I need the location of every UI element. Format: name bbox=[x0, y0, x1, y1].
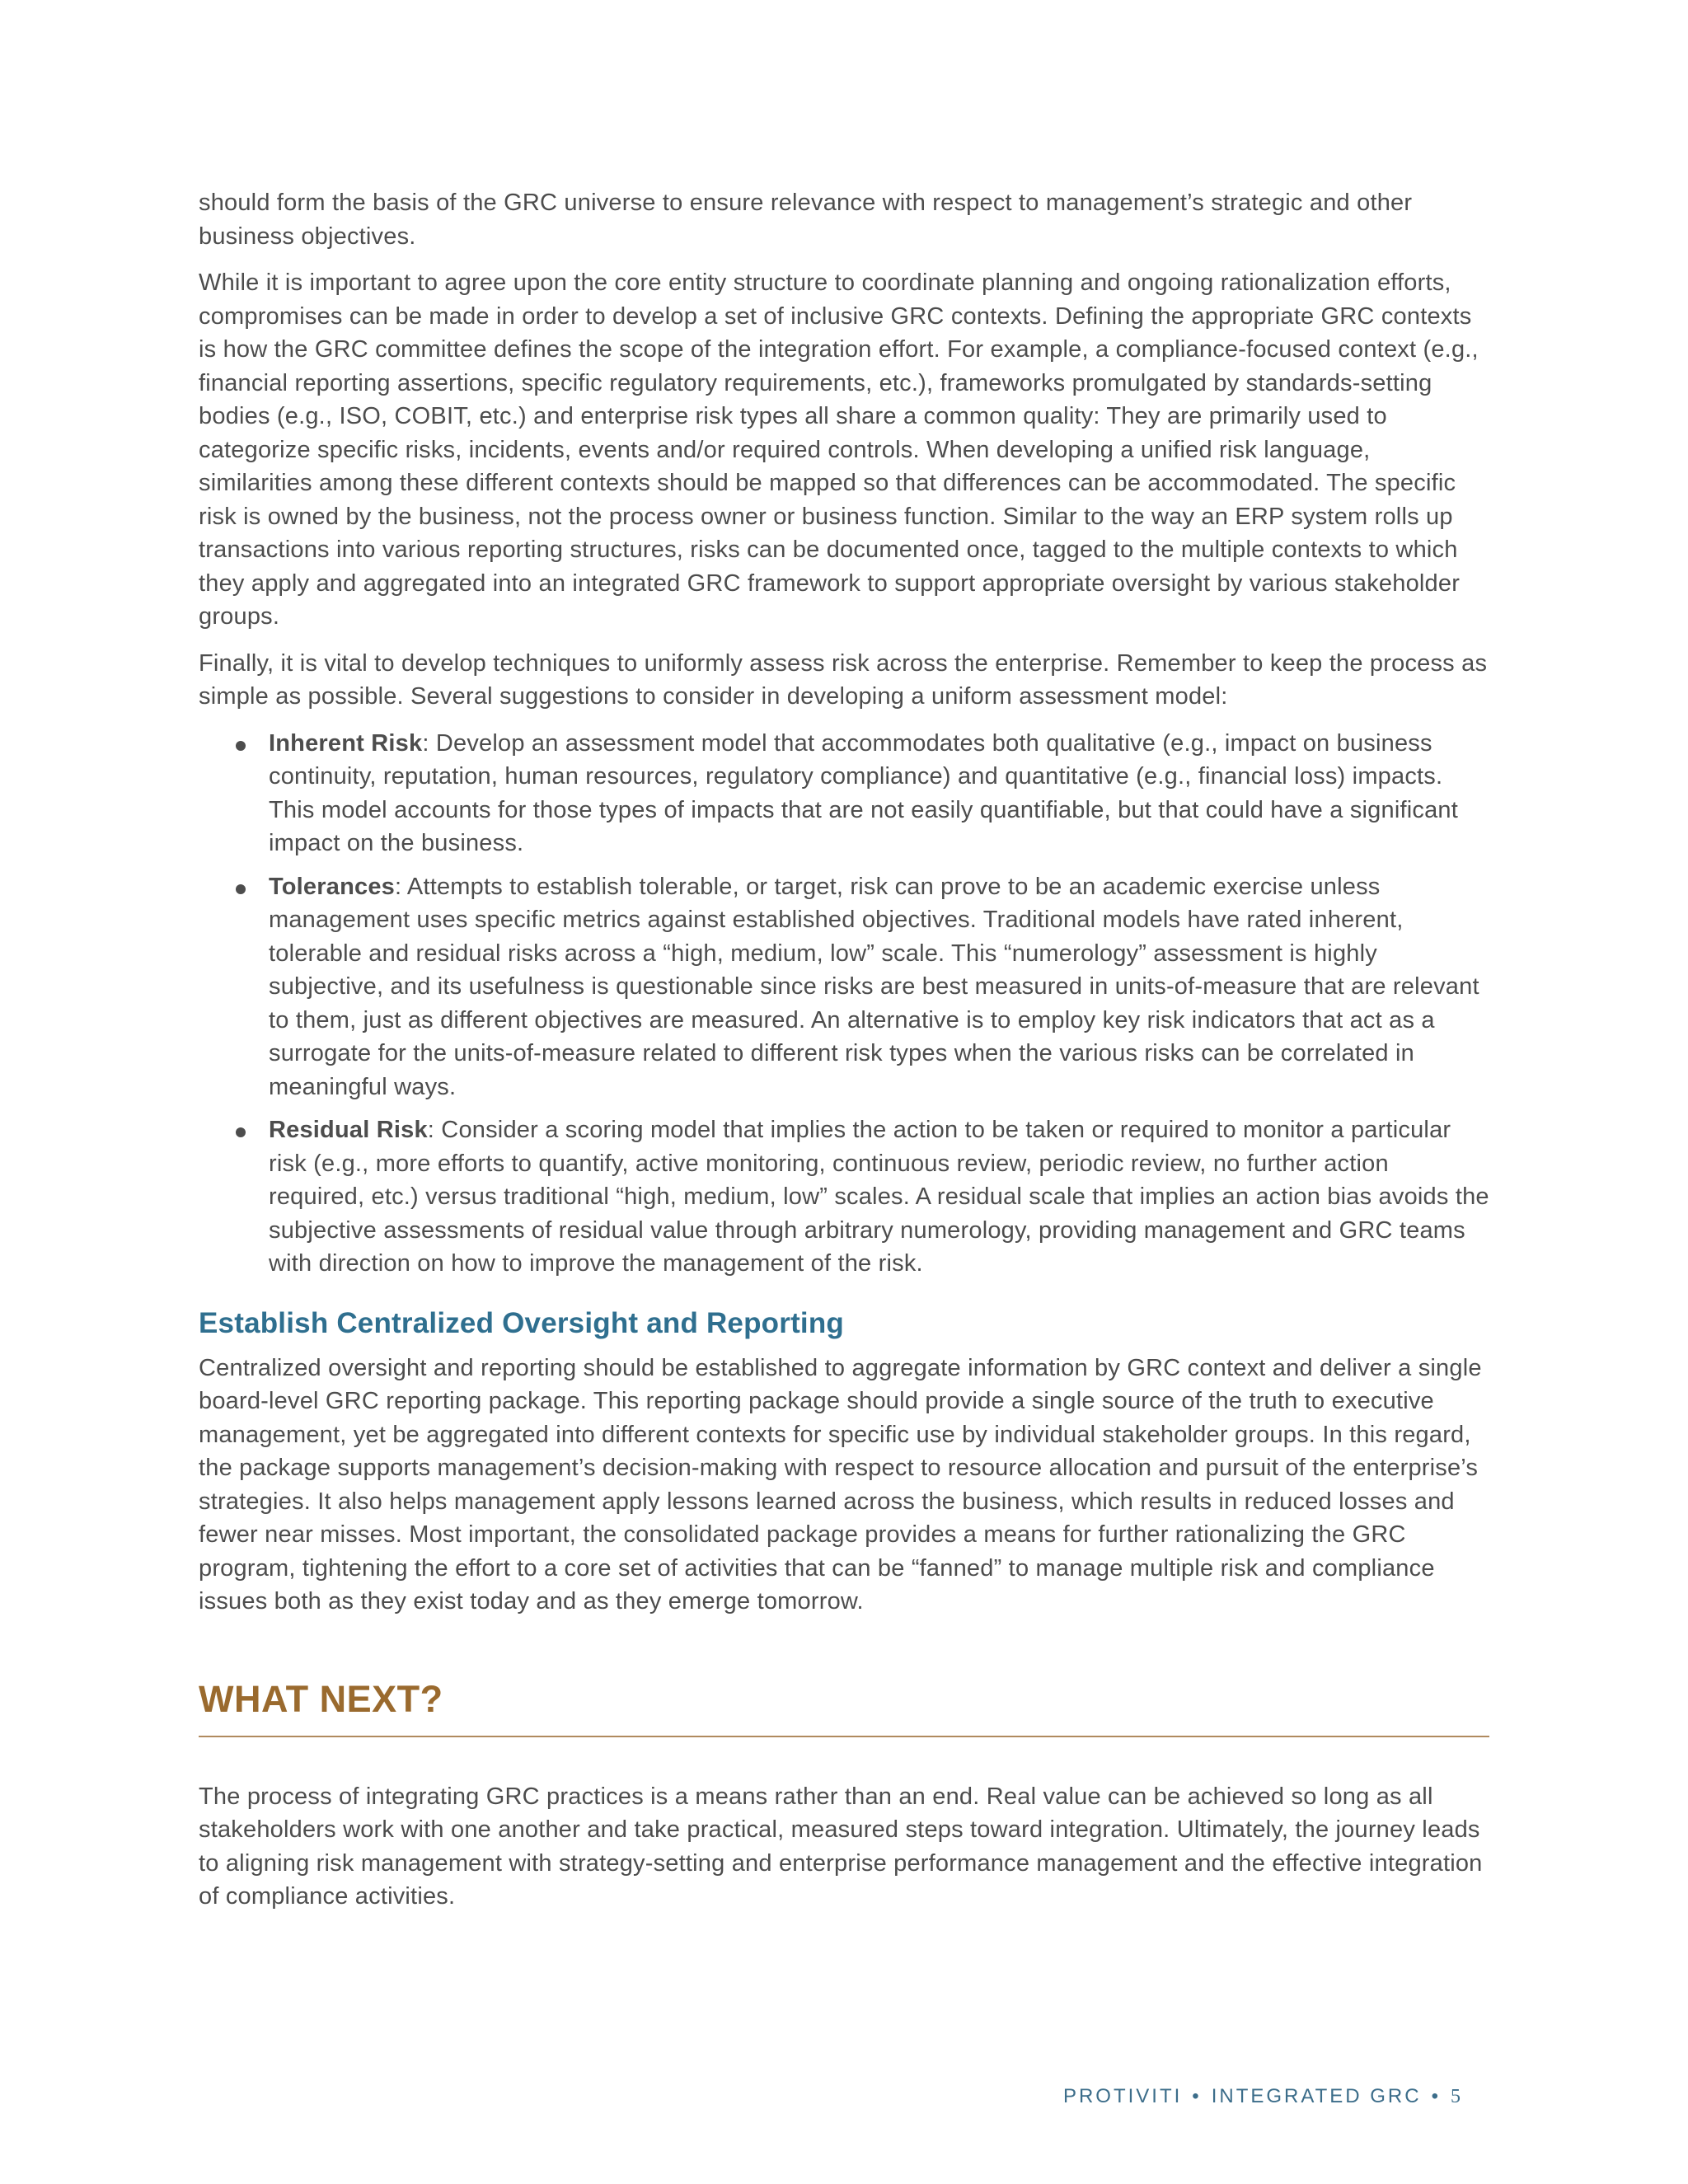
what-next-paragraph: The process of integrating GRC practices is a means rather than an end. Real value can be achieved so long as all stakeholders work with one another and take practical, measured steps toward integration. Ultimately, the journey leads to aligning risk management with strategy-setting and enterprise performance management and the effective integration of compliance activities. bbox=[199, 1783, 1483, 1910]
body-paragraph-intro: should form the basis of the GRC universe to ensure relevance with respect to management’s strategic and other business objectives. bbox=[199, 190, 1413, 250]
page-content bbox=[199, 186, 1489, 1927]
footer-separator: • bbox=[1431, 2085, 1441, 2107]
bullet-text: : Develop an assessment model that accommodates both qualitative (e.g., impact on business continuity, reputation, human resources, regulatory compliance) and quantitative (e.g., financial loss) impacts. This model accounts for those types of impacts that are not easily quantifiable, but that could have a significant impact on the business. bbox=[269, 729, 1458, 856]
assessment-bullet-list bbox=[199, 727, 1489, 1281]
bullet-term: Tolerances bbox=[269, 873, 395, 900]
bullet-inherent-risk bbox=[199, 727, 1489, 860]
page-footer bbox=[1063, 2085, 1461, 2108]
section-divider bbox=[199, 1736, 1489, 1737]
bullet-term: Inherent Risk bbox=[269, 729, 423, 757]
bullet-text: : Attempts to establish tolerable, or target, risk can prove to be an academic exercise unless management uses specific metrics against established objectives. Traditional models have rated inherent, tolerable and residual risks across a “high, medium, low” scale. This “numerology” assessment is highly subjective, and its usefulness is questionable since risks are best measured in units-of-measure that are relevant to them, just as different objectives are measured. An alternative is to employ key risk indicators that act as a surrogate for the units-of-measure related to different risk types when the various risks can be correlated in meaningful ways. bbox=[269, 873, 1479, 1100]
page-number: 5 bbox=[1451, 2086, 1461, 2107]
bullet-residual-risk bbox=[199, 1113, 1489, 1281]
body-paragraph-assessment: Finally, it is vital to develop techniques to uniformly assess risk across the enterprise. Remember to keep the process as simple as possible. Several suggestions to consider in developing a uniform assessment model: bbox=[199, 649, 1488, 710]
footer-title: INTEGRATED GRC bbox=[1211, 2085, 1422, 2107]
bullet-dot-icon bbox=[236, 1127, 246, 1137]
bullet-tolerances bbox=[199, 870, 1489, 1104]
oversight-subheading: Establish Centralized Oversight and Reporting bbox=[199, 1306, 845, 1339]
oversight-paragraph: Centralized oversight and reporting should be established to aggregate information by GRC context and deliver a single board-level GRC reporting package. This reporting package should provide a single source of the truth to executive management, yet be aggregated into different contexts for specific use by individual stakeholder groups. In this regard, the package supports management’s decision-making with respect to resource allocation and pursuit of the enterprise’s strategies. It also helps management apply lessons learned across the business, which results in reduced losses and fewer near misses. Most important, the consolidated package provides a means for further rationalizing the GRC program, tightening the effort to a core set of activities that can be “fanned” to manage multiple risk and compliance issues both as they exist today and as they emerge tomorrow. bbox=[199, 1354, 1482, 1615]
bullet-term: Residual Risk bbox=[269, 1117, 428, 1143]
bullet-dot-icon bbox=[236, 884, 246, 894]
what-next-heading: WHAT NEXT? bbox=[199, 1677, 443, 1720]
bullet-dot-icon bbox=[236, 741, 246, 751]
footer-brand: PROTIVITI bbox=[1062, 2085, 1183, 2107]
body-paragraph-contexts: While it is important to agree upon the core entity structure to coordinate planning and ongoing rationalization efforts, compromises can be made in order to develop a set of inclusive GRC contexts. Defining the appropriate GRC contexts is how the GRC committee defines the scope of the integration effort. For example, a compliance-focused context (e.g., financial reporting assertions, specific regulatory requirements, etc.), frameworks promulgated by standards-setting bodies (e.g., ISO, COBIT, etc.) and enterprise risk types all share a common quality: They are primarily used to categorize specific risks, incidents, events and/or required controls. When developing a unified risk language, similarities among these different contexts should be mapped so that differences can be accommodated. The specific risk is owned by the business, not the process owner or business function. Similar to the way an ERP system rolls up transactions into various reporting structures, risks can be documented once, tagged to the multiple contexts to which they apply and aggregated into an integrated GRC framework to support appropriate oversight by various stakeholder groups. bbox=[199, 269, 1479, 630]
footer-separator: • bbox=[1192, 2085, 1202, 2107]
bullet-text: : Consider a scoring model that implies the action to be taken or required to monitor a particular risk (e.g., more efforts to quantify, active monitoring, continuous review, periodic review, no further action required, etc.) versus traditional “high, medium, low” scales. A residual scale that implies an action bias avoids the subjective assessments of residual value through arbitrary numerology, providing management and GRC teams with direction on how to improve the management of the risk. bbox=[269, 1117, 1489, 1277]
